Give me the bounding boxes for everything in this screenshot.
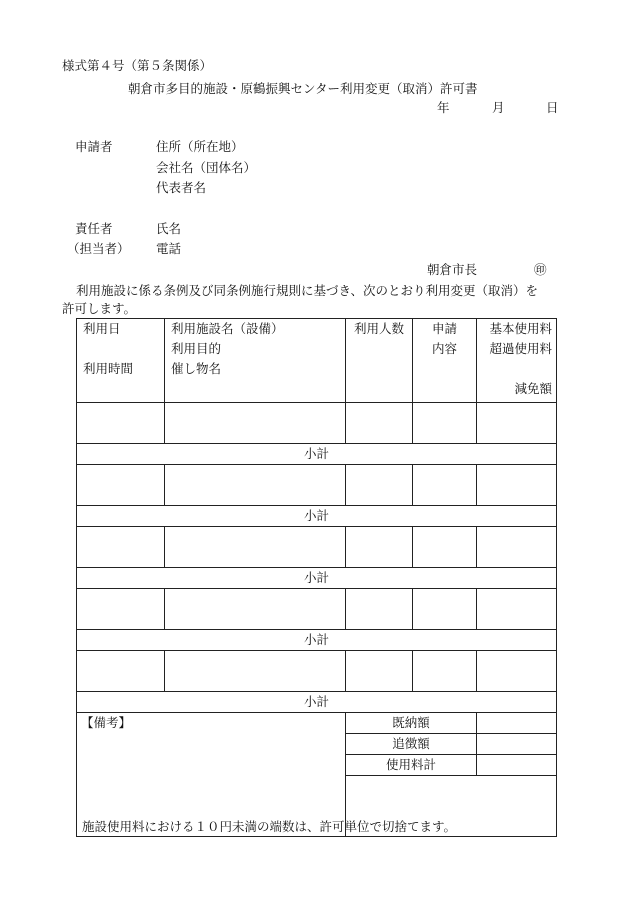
date-day: 日	[546, 100, 559, 115]
table-row	[77, 403, 557, 444]
table-header-row	[77, 319, 557, 403]
remarks-cell	[77, 713, 346, 837]
responsible-name: 氏名	[156, 221, 182, 236]
subtotal-label: 小計	[77, 630, 557, 651]
header-discount: 減免額	[514, 381, 552, 396]
fee-total-label: 使用料計	[346, 755, 477, 776]
subtotal-label: 小計	[77, 506, 557, 527]
date-year: 年	[437, 100, 450, 115]
table-row	[77, 527, 557, 568]
form-label: 様式第４号（第５条関係）	[62, 58, 213, 73]
subtotal-label: 小計	[77, 444, 557, 465]
body-line-2: 許可します。	[62, 301, 137, 316]
applicant-company: 会社名（団体名）	[156, 160, 257, 175]
header-application-content: 申請 内容	[413, 319, 477, 403]
remarks-label: 【備考】	[81, 715, 132, 730]
additional-label: 追徴額	[346, 734, 477, 755]
paid-label: 既納額	[346, 713, 477, 734]
document-title: 朝倉市多目的施設・原鶴振興センター利用変更（取消）許可書	[128, 81, 478, 96]
table-row	[77, 465, 557, 506]
header-fees	[477, 319, 557, 403]
subtotal-row	[77, 444, 557, 465]
header-date-time	[77, 319, 165, 403]
fee-table	[76, 318, 557, 837]
subtotal-label: 小計	[77, 692, 557, 713]
header-facility	[165, 319, 346, 403]
table-row	[77, 651, 557, 692]
fee-total-value	[477, 755, 557, 776]
paid-row	[77, 713, 557, 734]
subtotal-label: 小計	[77, 568, 557, 589]
header-facility-name: 利用施設名（設備）	[171, 321, 284, 336]
responsible-label: 責任者	[75, 221, 113, 236]
applicant-label: 申請者	[75, 139, 113, 154]
issuer-name: 朝倉市長	[427, 262, 478, 277]
header-people-count: 利用人数	[346, 319, 413, 403]
seal-mark: ㊞	[534, 262, 547, 277]
subtotal-row	[77, 692, 557, 713]
header-use-time: 利用時間	[83, 361, 134, 376]
date-month: 月	[492, 100, 505, 115]
header-excess-fee: 超過使用料	[489, 341, 552, 356]
applicant-address: 住所（所在地）	[156, 139, 244, 154]
responsible-label-sub: （担当者）	[67, 241, 130, 256]
subtotal-row	[77, 630, 557, 651]
header-basic-fee: 基本使用料	[489, 321, 552, 336]
applicant-representative: 代表者名	[156, 180, 207, 195]
paid-value	[477, 713, 557, 734]
responsible-phone: 電話	[156, 241, 182, 256]
remarks-note: 施設使用料における１０円未満の端数は、許可単位で切捨てます。	[82, 819, 457, 834]
header-purpose: 利用目的	[171, 341, 222, 356]
header-use-date: 利用日	[83, 321, 121, 336]
header-event-name: 催し物名	[171, 361, 222, 376]
additional-value	[477, 734, 557, 755]
body-line-1: 利用施設に係る条例及び同条例施行規則に基づき、次のとおり利用変更（取消）を	[76, 283, 539, 298]
subtotal-row	[77, 506, 557, 527]
table-row	[77, 589, 557, 630]
subtotal-row	[77, 568, 557, 589]
